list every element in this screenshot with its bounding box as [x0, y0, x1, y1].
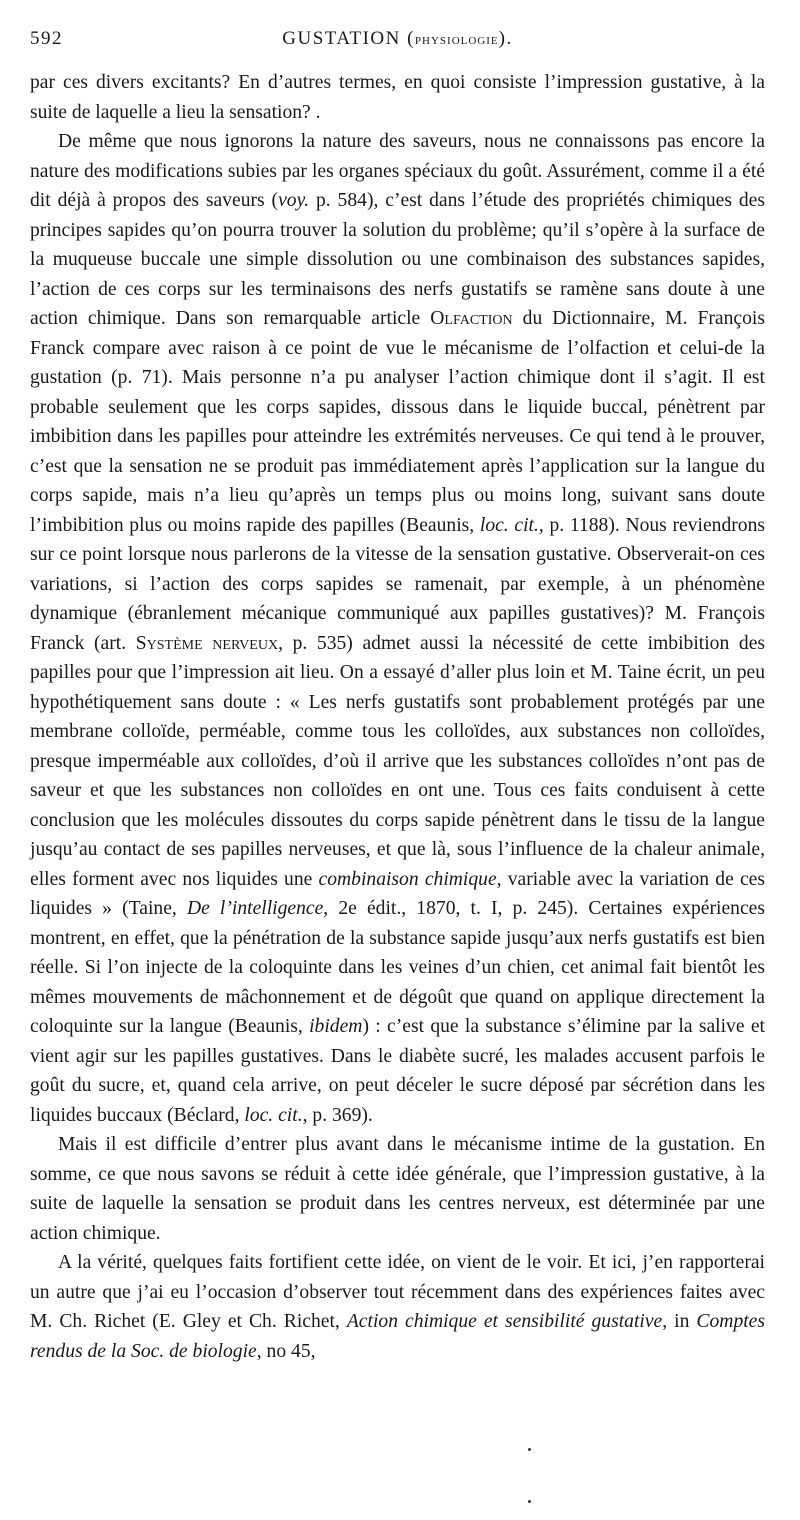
text-segment: De même que nous ignorons la nature des saveurs, nous ne connaissons pas encore la nature des modifications subies par les organes spéciaux du goût. Assurément, comme il a été dit déjà à propos des saveurs ( [30, 131, 765, 211]
text-segment: , p. 369). [302, 1104, 373, 1126]
italic-text: Action chimique et sensibilité gustative [346, 1311, 663, 1332]
text-segment: , in [662, 1311, 697, 1332]
text-segment: par ces divers excitants? En d’autres termes, en quoi consiste l’impression gustative, à la suite de laquelle a lieu la sensation? . [30, 72, 765, 123]
running-title-paren-open: ( [400, 28, 415, 49]
page-number: 592 [30, 28, 63, 49]
book-page [30, 28, 765, 1366]
running-title-paren-close: ). [498, 28, 513, 49]
running-title-sub: physiologie [414, 32, 499, 48]
paragraph [30, 1248, 765, 1366]
running-header [30, 28, 765, 68]
text-segment: Mais il est difficile d’entrer plus avant dans le mécanisme intime de la gustation. En somme, ce que nous savons se réduit à cette idée générale, que l’impression gustative, à la suite de laquelle la sensation se produit dans les centres nerveux, est déterminée par une action chimique. [30, 1134, 765, 1244]
italic-text: loc. cit. [479, 514, 539, 536]
paragraph [30, 68, 765, 127]
running-title [120, 28, 675, 50]
text-segment: , p. 535) admet aussi la nécessité de cette imbibition des papilles pour que l’impression ait lieu. On a essayé d’aller plus loin et M. Taine écrit, un peu hypothétiquement sans doute : « Les nerfs gustatifs sont probablement protégés par une membrane colloïde, perméable, comme tous les colloïdes, aux substances non colloïdes, presque imperméable aux colloïdes, d’où il arrive que les substances colloïdes n’ont pas de saveur et que les substances non colloïdes en ont une. Tous ces faits conduisent à cette conclusion que les molécules dissoutes du corps sapide pénètrent dans le tissu de la langue jusqu’au contact de ses papilles nerveuses, et que là, sous l’influence de la chaleur animale, elles forment avec nos liquides une [30, 632, 766, 890]
italic-text: De l’intelligence [186, 898, 324, 919]
text-segment: A la vérité, quelques faits fortifient cette idée, on vient de le voir. Et ici, j’en rapporterai un autre que j’ai eu l’occasion d’observer tout récemment dans des expériences faites avec M. Ch. Richet (E. Gley et Ch. Richet, [30, 1252, 765, 1332]
stray-dot [528, 1448, 531, 1451]
italic-text: combinaison chimique [318, 868, 497, 890]
running-title-main: GUSTATION [282, 28, 401, 49]
text-segment: du Dictionnaire, M. François Franck compare avec raison à ce point de vue le mécanisme de l’olfaction et celui-de la gustation (p. 71). Mais personne n’a pu analyser l’action chimique dont il s’agit. Il est probable seulement que les corps sapides, dissous dans le liquide buccal, pénètrent par imbibition dans les papilles pour atteindre les extrémités nerveuses. Ce qui tend à le prouver, c’est que la sensation ne se produit pas immédiatement après l’application sur la langue du corps sapide, mais n’a lieu qu’après un temps plus ou moins long, suivant sans doute l’imbibition plus ou moins rapide des papilles (Beaunis, [30, 308, 765, 536]
text-segment: , variable avec la variation de ces liquides » (Taine, [30, 868, 765, 919]
page-margin-marks [0, 1420, 800, 1520]
text-segment: p. 584), c’est dans l’étude des propriétés chimiques des principes sapides qu’on pourra trouver la solution du problème; qu’il s’opère à la surface de la muqueuse buccale une simple dissolution ou une combinaison des substances sapides, l’action de ces corps sur les terminaisons des nerfs gustatifs se ramène sans doute à une action chimique. Dans son remarquable article [30, 190, 765, 329]
paragraph [30, 127, 765, 1130]
paragraph [30, 1130, 765, 1248]
smallcaps-text: Olfaction [430, 308, 513, 329]
italic-text: loc. cit. [244, 1104, 303, 1126]
italic-text: ibidem [309, 1016, 363, 1037]
text-segment: , no 45, [256, 1340, 316, 1362]
italic-text: voy. [278, 190, 310, 211]
stray-dot [528, 1500, 531, 1503]
italic-text: Comptes rendus de la Soc. de biologie [30, 1311, 765, 1362]
text-segment: , p. 1188). Nous reviendrons sur ce point lorsque nous parlerons de la vitesse de la sensation gustative. Observerait-on ces variations, si l’action des corps sapides se ramenait, par exemple, à un phénomène dynamique (ébranlement mécanique communiqué aux papilles gustatives)? M. François Franck (art. [30, 514, 765, 654]
text-segment: ) : c’est que la substance s’élimine par la salive et vient agir sur les papilles gustatives. Dans le diabète sucré, les malades accusent parfois le goût du sucre, et, quand cela arrive, on peut déceler le sucre déposé par sécrétion dans les liquides buccaux (Béclard, [30, 1016, 765, 1126]
body-text [30, 68, 765, 1366]
smallcaps-text: Système nerveux [135, 632, 279, 654]
text-segment: , 2e édit., 1870, t. I, p. 245). Certaines expériences montrent, en effet, que la pénétration de la substance sapide jusqu’aux nerfs gustatifs est bien réelle. Si l’on injecte de la coloquinte dans les veines d’un chien, cet animal fait bientôt les mêmes mouvements de mâchonnement et de dégoût que quand on applique directement la coloquinte sur la langue (Beaunis, [30, 898, 765, 1037]
